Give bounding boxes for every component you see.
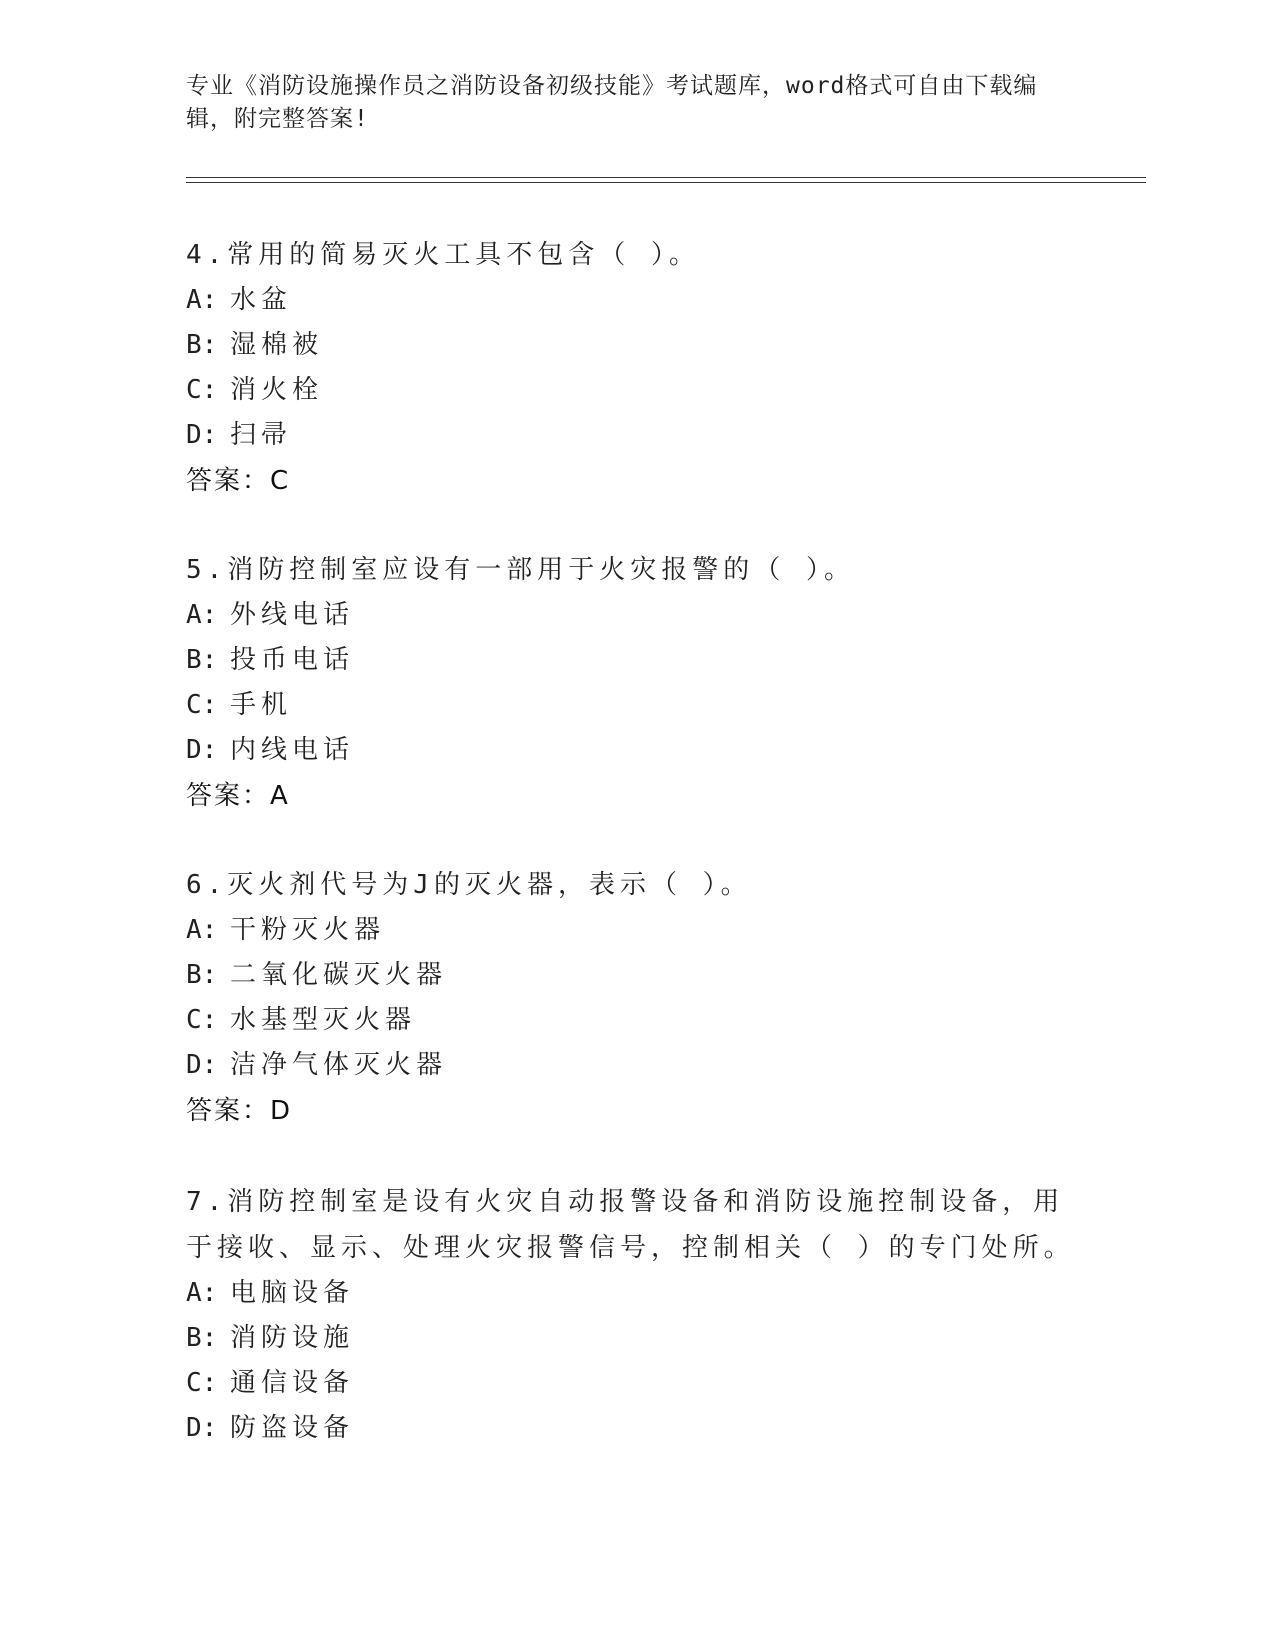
option-c <box>186 368 1086 413</box>
question-stem: 5.消防控制室应设有一部用于火灾报警的（ ）。 <box>186 555 855 585</box>
question-5 <box>186 547 1086 819</box>
option-b <box>186 323 1086 368</box>
answer-line: 答案：D <box>186 1096 293 1126</box>
question-4 <box>186 232 1086 504</box>
option-a <box>186 1271 1086 1316</box>
question-7 <box>186 1179 1086 1451</box>
option-key: D: <box>186 735 218 765</box>
option-key: A: <box>186 1278 218 1308</box>
header-divider-top <box>186 177 1146 178</box>
option-text: 湿棉被 <box>230 330 324 360</box>
option-key: B: <box>186 330 218 360</box>
option-key: A: <box>186 600 218 630</box>
option-key: B: <box>186 1323 218 1353</box>
option-d <box>186 728 1086 773</box>
option-key: C: <box>186 1368 218 1398</box>
option-text: 电脑设备 <box>230 1278 355 1308</box>
option-text: 干粉灭火器 <box>230 915 386 945</box>
option-key: B: <box>186 645 218 675</box>
option-key: C: <box>186 1005 218 1035</box>
option-b <box>186 953 1086 998</box>
question-stem: 4.常用的简易灭火工具不包含（ ）。 <box>186 240 700 270</box>
option-text: 二氧化碳灭火器 <box>230 960 448 990</box>
option-d <box>186 1043 1086 1088</box>
option-text: 扫帚 <box>230 420 293 450</box>
option-text: 水基型灭火器 <box>230 1005 417 1035</box>
option-text: 外线电话 <box>230 600 355 630</box>
option-a <box>186 593 1086 638</box>
option-text: 消火栓 <box>230 375 324 405</box>
option-text: 消防设施 <box>230 1323 355 1353</box>
answer-line: 答案：C <box>186 466 291 496</box>
option-key: D: <box>186 420 218 450</box>
option-key: C: <box>186 690 218 720</box>
document-header: 专业《消防设施操作员之消防设备初级技能》考试题库，word格式可自由下载编辑，附完整答案! <box>186 73 1038 132</box>
option-text: 防盗设备 <box>230 1413 355 1443</box>
header-divider-bottom <box>186 182 1146 183</box>
option-key: D: <box>186 1413 218 1443</box>
option-a <box>186 908 1086 953</box>
option-key: A: <box>186 285 218 315</box>
option-text: 投币电话 <box>230 645 355 675</box>
option-b <box>186 1316 1086 1361</box>
option-d <box>186 1406 1086 1451</box>
option-text: 手机 <box>230 690 293 720</box>
option-key: A: <box>186 915 218 945</box>
option-key: B: <box>186 960 218 990</box>
option-c <box>186 1361 1086 1406</box>
option-text: 洁净气体灭火器 <box>230 1050 448 1080</box>
option-key: C: <box>186 375 218 405</box>
option-c <box>186 998 1086 1043</box>
option-text: 水盆 <box>230 285 293 315</box>
question-6 <box>186 862 1086 1134</box>
question-stem: 6.灭火剂代号为J的灭火器，表示（ ）。 <box>186 870 752 900</box>
option-d <box>186 413 1086 458</box>
option-key: D: <box>186 1050 218 1080</box>
option-a <box>186 278 1086 323</box>
option-text: 内线电话 <box>230 735 355 765</box>
question-stem: 7.消防控制室是设有火灾自动报警设备和消防设施控制设备，用于接收、显示、处理火灾报警信号，控制相关（ ）的专门处所。 <box>186 1187 1075 1263</box>
option-c <box>186 683 1086 728</box>
answer-line: 答案：A <box>186 781 290 811</box>
option-b <box>186 638 1086 683</box>
option-text: 通信设备 <box>230 1368 355 1398</box>
